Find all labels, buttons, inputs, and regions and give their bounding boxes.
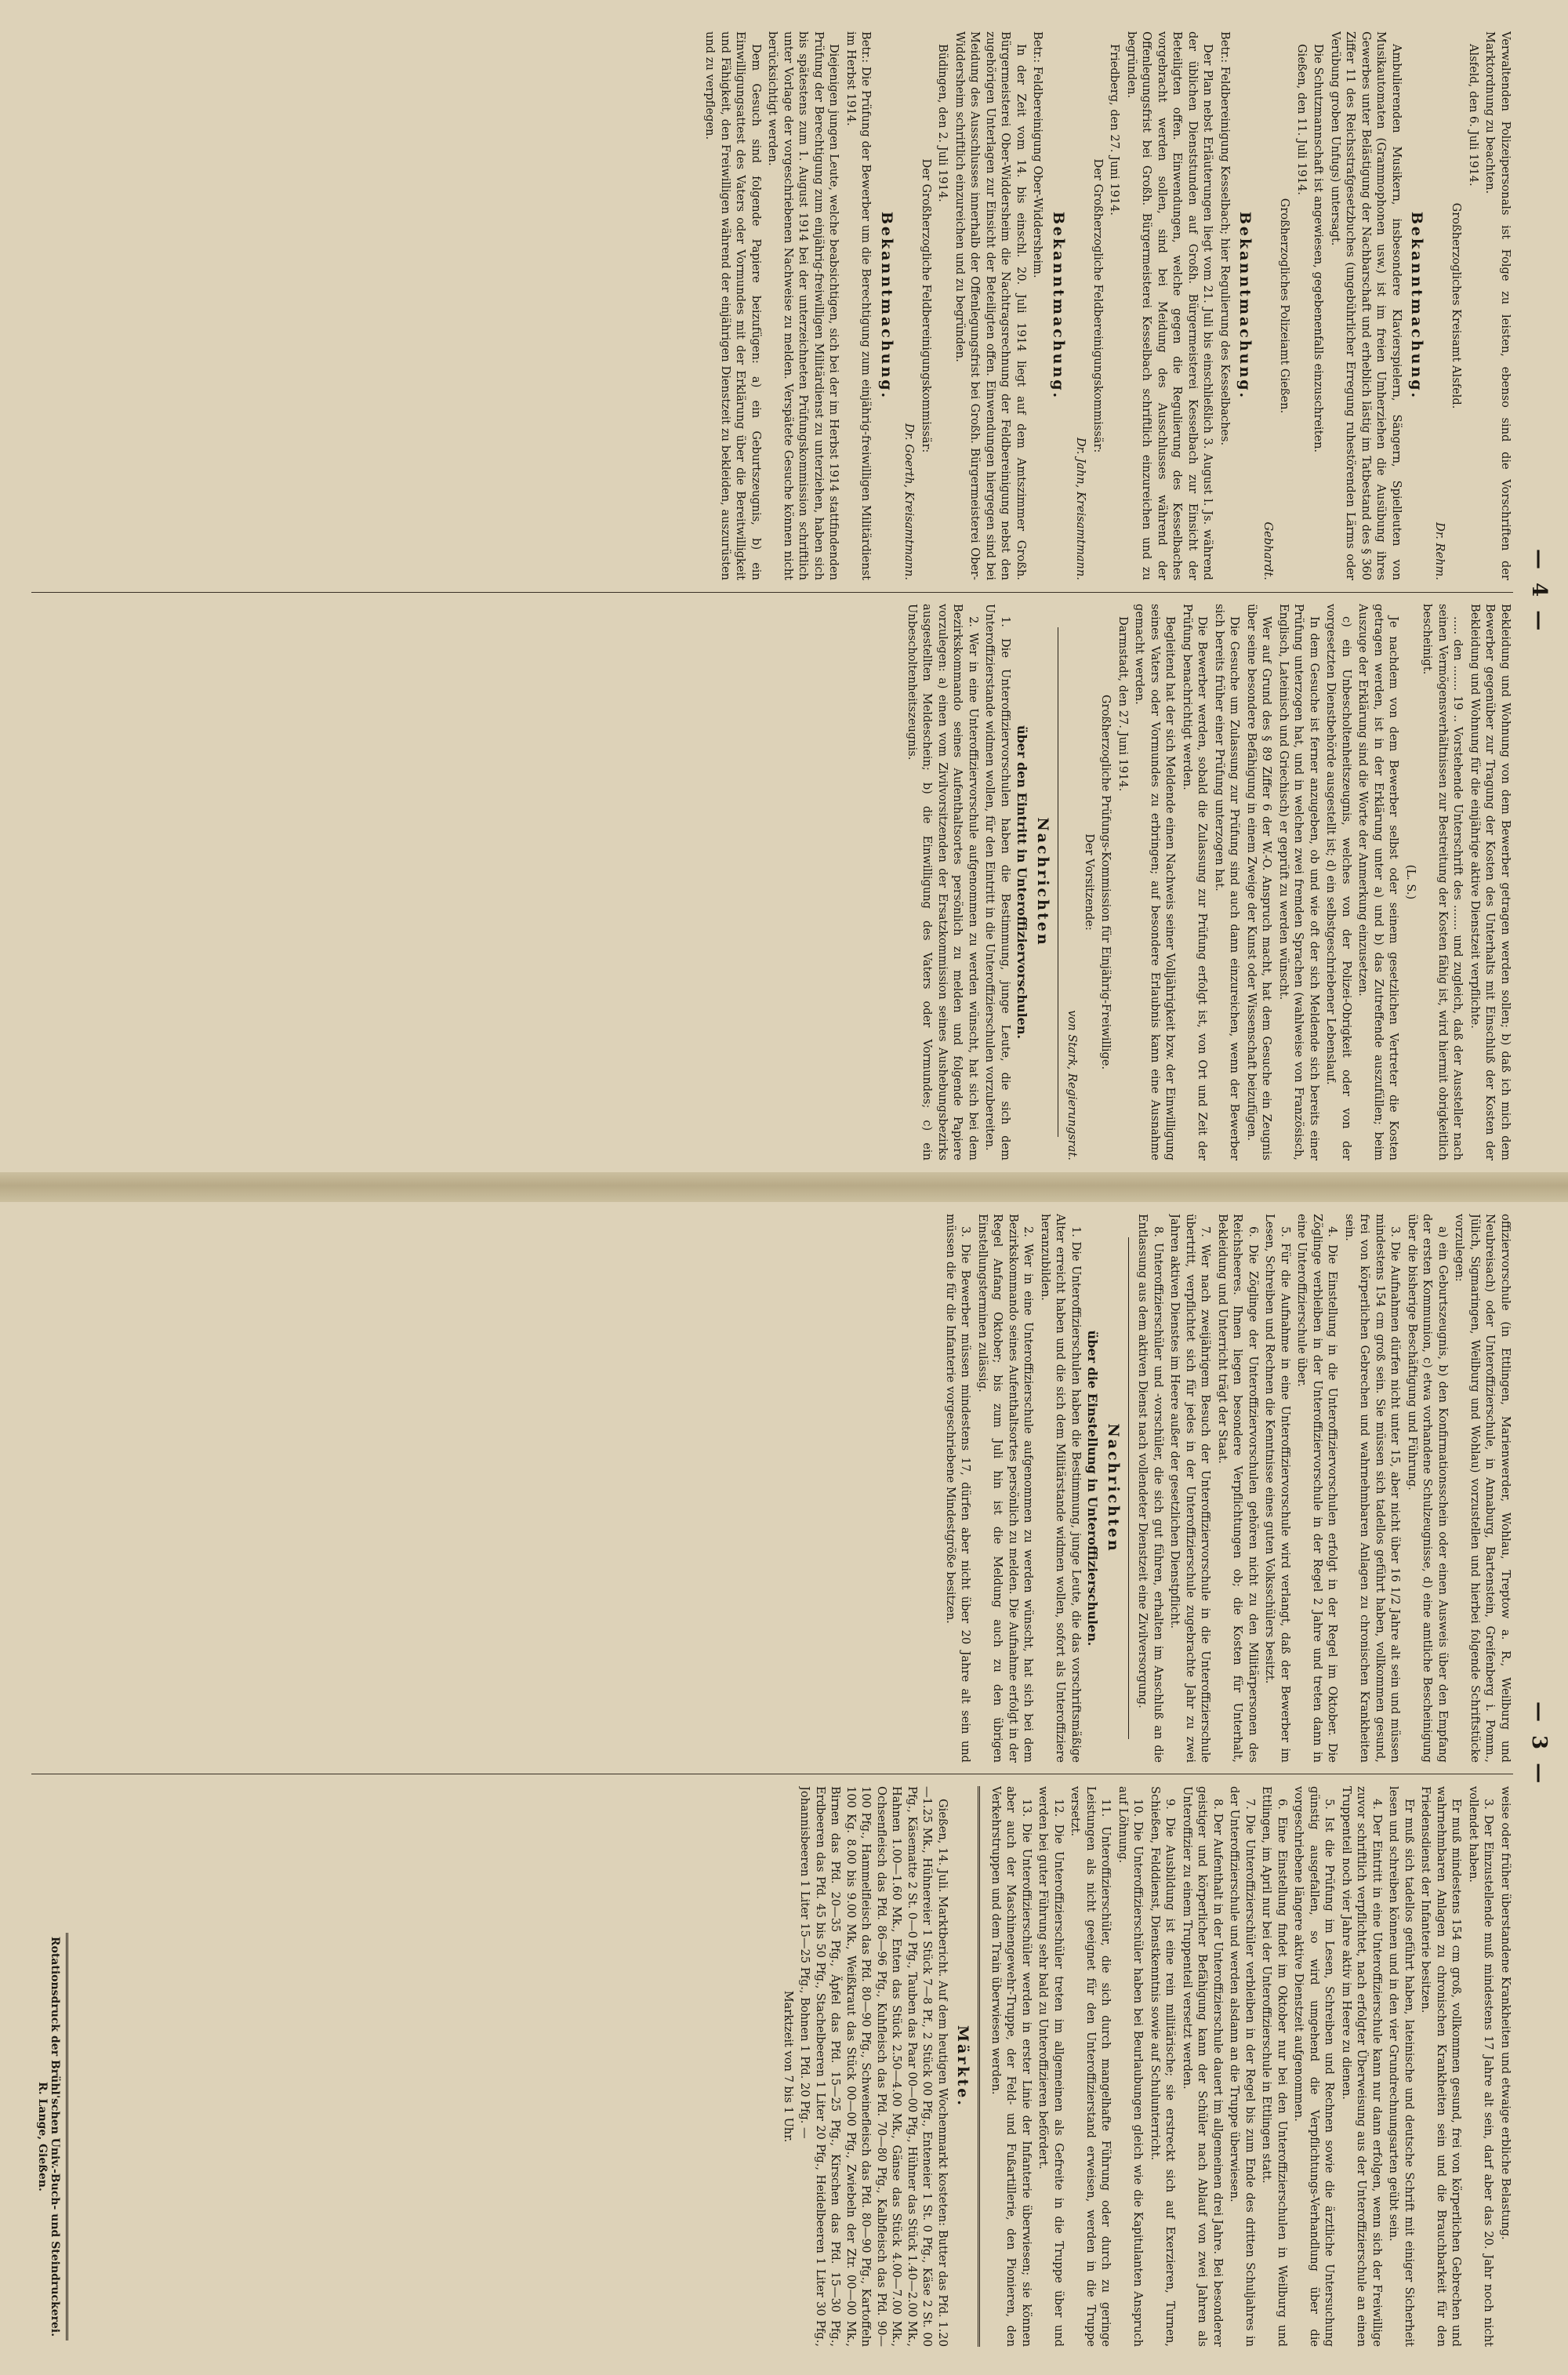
section-divider [978, 1786, 981, 2347]
heading: Nachrichten [1105, 1423, 1122, 1553]
notice-body: 13. Die Unteroffizierschüler werden in erster Linie der Infanterie überwiesen; sie können aber auch der Maschinengewehr-Truppe, der Feld- und Fußartillerie, den Pionieren, den Verkehrstruppen und dem Train überwiesen werden. [989, 1786, 1033, 2347]
office-name: Großherzogliches Polizeiamt Gießen. [1278, 198, 1292, 414]
notice-body: 4. Der Eintritt in eine Unteroffizierschule kann nur dann erfolgen, wenn sich der Freiwillige zuvor schriftlich verpflichtet, nach erfolgter Überweisung aus der Unteroffizierschule an einen Truppenteil noch vier Jahre aktiv im Heere zu dienen. [1340, 1786, 1384, 2347]
notice-body: Der Plan nebst Erläuterungen liegt vom 21. Juli bis einschließlich 3. August l. Js. während der üblichen Dienststunden auf Großh. Bürgermeisterei Kesselbach zur Einsicht der Beteiligten offen. Einwendungen, welche gegen die Regulierung des Kesselbaches vorgebracht werden sollen, sind bei Meidung des Ausschlusses während der Offenlegungsfrist bei Großh. Bürgermeisterei Kesselbach schriftlich einzureichen und zu begründen. [1125, 31, 1215, 580]
notice-body: Die Schutzmannschaft ist angewiesen, gegebenenfalls einzuschreiten. [1312, 44, 1326, 453]
notice-body: 2. Wer in eine Unteroffizierschule aufgenommen zu werden wünscht, hat sich bei dem Bezirkskommando seines Aufenthaltsortes persönlich zu melden. Die Aufnahme erfolgt in der Regel Anfang Oktober; bis zum Juli hin ist die Meldung auch zu den übrigen Einstellungsterminen zulässig. [976, 1214, 1036, 1763]
notice-body: 8. Unteroffizierschüler und -vorschüler, die sich gut führen, erhalten im Anschluß an die Entlassung aus dem aktiven Dienst nach vollendeter Dienstzeit eine Zivilversorgung. [1136, 1214, 1165, 1763]
notice-body: 3. Die Bewerber müssen mindestens 17, dürfen aber nicht über 20 Jahre alt sein und müssen die für die Infanterie vorgeschriebene Mindestgröße besitzen. [944, 1214, 973, 1763]
printer-imprint: Rotationsdruck der Brühl'schen Univ.-Buch- und Steindruckerei. R. Lange, Gießen. [36, 1933, 68, 2341]
office-name: Der Großherzogliche Feldbereinigungskommissär: [1091, 158, 1105, 453]
heading: Bekanntmachung. [1408, 211, 1426, 401]
notice-body: 3. Der Einzustellende muß mindestens 17 Jahre alt sein, darf aber das 20. Jahr noch nicht vollendet haben. [1467, 1786, 1496, 2347]
notice-body: 10. Die Unteroffizierschüler haben bei Beurlaubungen gleich wie die Kapitulanten Anspruch auf Löhnung. [1116, 1786, 1145, 2347]
notice-body: weise oder früher überstandene Krankheiten und etwaige erbliche Belastung. [1499, 1786, 1512, 2240]
section-divider [1128, 1237, 1129, 1739]
seal-mark: (L. S.) [1404, 864, 1417, 900]
document-list: a) ein Geburtszeugnis, b) den Konfirmationsschein oder einen Ausweis über den Empfang der ersten Kommunion, c) etwa vorhandene Schulzeugnisse, d) eine amtliche Bescheinigung über die bisherige Beschäftigung und Führung. [1406, 1214, 1450, 1763]
subheading: über den Eintritt in Unteroffiziervorschulen. [1014, 724, 1030, 1040]
heading: Märkte. [954, 2025, 972, 2108]
notice-body: In der Zeit vom 14. bis einschl. 20. Juli 1914 liegt auf dem Amtszimmer Großh. Bürgermeisterei Ober-Widdersheim die Nachtragsrechnung der Feldbereinigung nebst den zugehörigen Unterlagen zur Einsicht der Beteiligten offen. Einwendungen hiergegen sind bei Meidung des Ausschlusses innerhalb der Offenlegungsfrist bei Großh. Bürgermeisterei Ober-Widdersheim schriftlich einzureichen und zu begründen. [953, 31, 1028, 580]
notice-body: 2. Wer in eine Unteroffiziervorschule aufgenommen zu werden wünscht, hat sich bei dem Bezirkskommando seines Aufenthaltsortes persönlich zu melden und folgende Papiere vorzulegen: a) einen vom Zivilvorsitzenden der Ersatzkommission seines Aushebungsbezirks ausgestellten Meldeschein; b) die Einwilligung des Vaters oder Vormundes; c) ein Unbescholtenheitszeugnis. [906, 604, 980, 1160]
notice-body: 6. Eine Einstellung findet im Oktober nur bei den Unteroffizierschulen in Weilburg und Ettlingen, im April nur bei der Unteroffizierschule in Ettlingen statt. [1260, 1786, 1289, 2347]
notice-body: 7. Die Unteroffizierschüler verbleiben in der Regel bis zum Ende des dritten Schuljahres in der Unteroffizierschule und werden alsdann an die Truppe überwiesen. [1228, 1786, 1257, 2347]
notice-body: 3. Die Aufnahmen dürfen nicht unter 15, aber nicht über 16 1/2 Jahre alt sein und müssen mindestens 154 cm groß sein. Sie müssen sich tadellos geführt haben, vollkommen gesund, frei von körperlichen Gebrechen und wahrnehmbaren Anlagen zu chronischen Krankheiten sein. [1343, 1214, 1403, 1763]
notice-body: Ambulierenden Musikern, insbesondere Klavierspielern, Sängern, Spielleuten von Musikautomaten (Grammophonen usw.) ist im freien Umherziehen die Ausübung ihres Gewerbes unter Belästigung der Nachbarschaft und erheblich lästig im Tatbestand des § 360 Ziffer 11 des Reichsstrafgesetzbuches (ungebührlicher Erregung ruhestörenden Lärms oder Verübung groben Unfugs) untersagt. [1329, 31, 1403, 580]
signature: von Stark, Regierungsrat. [1065, 1010, 1080, 1160]
dateline: Friedberg, den 27. Juni 1914. [1108, 44, 1122, 216]
column-rule [31, 592, 1513, 593]
subheading: über die Einstellung in Unteroffizierschulen. [1085, 1330, 1101, 1647]
page-number-left: — 4 — [1527, 549, 1551, 634]
page-gutter [0, 1172, 1568, 1202]
notice-subject: Betr.: Die Prüfung der Bewerber um die Berechtigung zum einjährig-freiwilligen Militärdienst im Herbst 1914. [844, 31, 873, 580]
heading: Bekanntmachung. [1236, 211, 1254, 401]
notice-body: Die Gesuche um Zulassung zur Prüfung sind auch dann einzureichen, wenn der Bewerber sich bereits früher einer Prüfung unterzogen hat. [1213, 604, 1242, 1160]
notice-body: 12. Die Unteroffizierschüler treten im allgemeinen als Gefreite in die Truppe über und werden bei guter Führung sehr bald zu Unteroffizieren befördert. [1036, 1786, 1065, 2347]
column-1 [31, 31, 1513, 580]
office-name: Der Großherzogliche Feldbereinigungskommissär: [920, 158, 933, 453]
notice-body: Wer auf Grund des § 89 Ziffer 6 der W.-O. Anspruch macht, hat dem Gesuche ein Zeugnis über seine besondere Befähigung in einem Zweige der Kunst oder Wissenschaft beizufügen. [1245, 604, 1274, 1160]
notice-body: Er muß sich tadellos geführt haben, lateinische und deutsche Schrift mit einiger Sicherheit lesen und schreiben können und in den vier Grundrechnungsarten geübt sein. [1387, 1786, 1416, 2347]
notice-subject: Betr.: Feldbereinigung Kesselbach; hier Regulierung des Kesselbaches. [1218, 31, 1232, 446]
notice-body: 7. Wer nach zweijährigem Besuch der Unteroffiziervorschule in die Unteroffizierschule übertritt, verpflichtet sich für jedes in der Unteroffizierschule zugebrachte Jahr zu zwei Jahren aktiven Dienstes im Heere außer der gesetzlichen Dienstpflicht. [1168, 1214, 1213, 1763]
heading: Bekanntmachung. [1050, 211, 1067, 401]
column-3 [31, 1214, 1513, 1763]
page-number-right: — 3 — [1527, 1701, 1551, 1787]
signature-label: Der Vorsitzende: [1083, 833, 1096, 931]
dateline: Darmstadt, den 27. Juni 1914. [1116, 616, 1130, 792]
market-hours: Marktzeit von 7 bis 1 Uhr. [782, 1990, 795, 2143]
notice-body: 4. Die Einstellung in die Unteroffiziervorschulen erfolgt in der Regel im Oktober. Die Zöglinge verbleiben in der Unteroffiziervorschule in der Regel 2 Jahre und treten dann in eine Unteroffizierschule über. [1295, 1214, 1340, 1763]
signature: Dr. Rehm. [1433, 522, 1446, 580]
notice-body: offiziervorschule (in Ettlingen, Marienwerder, Wohlau, Treptow a. R., Weilburg und Neubreisach) oder Unteroffizierschule, in Annaburg, Bartenstein, Greifenberg i. Pomm., Jülich, Sigmaringen, Weilburg und Wohlau) vorzustellen und hierbei folgende Schriftstücke vorzulegen: [1453, 1214, 1512, 1763]
signature: Dr. Jahn, Kreisamtmann. [1074, 437, 1088, 580]
notice-body: Die Bewerber werden, sobald die Zulassung zur Prüfung erfolgt ist, von Ort und Zeit der Prüfung benachrichtigt werden. [1181, 604, 1210, 1160]
notice-body: 1. Die Unteroffiziervorschulen haben die Bestimmung, junge Leute, die sich dem Unteroffizierstande widmen wollen, für den Eintritt in die Unteroffizierschulen vorzubereiten. [983, 604, 1012, 1160]
notice-body: 8. Der Aufenthalt in der Unteroffizierschule dauert im allgemeinen drei Jahre. Bei besonderer geistiger und körperlicher Befähigung kann der Schüler nach Ablauf von zwei Jahren als Unteroffizier zu einem Truppenteil versetzt werden. [1181, 1786, 1225, 2347]
notice-body: Diejenigen jungen Leute, welche beabsichtigen, sich bei der im Herbst 1914 stattfindenden Prüfung der Berechtigung zum einjährig-freiwilligen Militärdienst zu unterziehen, haben sich bis spätestens zum 1. August 1914 bei der unterzeichneten Prüfungskommission schriftlich unter Vorlage der vorgeschriebenen Nachweise zu melden. Verspätete Gesuche können nicht berücksichtigt werden. [766, 31, 841, 580]
office-name: Großherzogliche Prüfungs-Kommission für Einjährig-Freiwillige. [1099, 694, 1113, 1070]
notice-body: Je nachdem von dem Bewerber selbst oder seinem gesetzlichen Vertreter die Kosten getragen werden, ist in der Erklärung unter a) und b) das Zutreffende auszufüllen; beim Auszuge der Erklärung sind die Worte der Anmerkung einzusetzen. [1356, 604, 1401, 1160]
notice-body: 5. Für die Aufnahme in eine Unteroffiziervorschule wird verlangt, daß der Bewerber im Lesen, Schreiben und Rechnen die Kenntnisse eines guten Volksschülers besitzt. [1263, 1214, 1292, 1763]
notice-body: 5. Ist die Prüfung im Lesen, Schreiben und Rechnen sowie die ärztliche Untersuchung günstig ausgefallen, so wird umgehend die Verpflichtungs-Verhandlung über die vorgeschriebene längere aktive Dienstzeit aufgenommen. [1292, 1786, 1337, 2347]
notice-body: 6. Die Zöglinge der Unteroffiziervorschulen gehören nicht zu den Militärpersonen des Reichsheeres. Ihnen liegen besondere Verpflichtungen ob; die Kosten für Unterhalt, Bekleidung und Unterricht trägt der Staat. [1216, 1214, 1260, 1763]
notice-body: c) ein Unbescholtenheitszeugnis, welches von der Polizei-Obrigkeit oder von der vorgesetzten Dienstbehörde ausgestellt ist; d) ein selbstgeschriebener Lebenslauf. [1324, 604, 1353, 1160]
column-4 [71, 1786, 1513, 2347]
notice-body: Er muß mindestens 154 cm groß, vollkommen gesund, frei von körperlichen Gebrechen und wahrnehmbaren Anlagen zu chronischen Krankheiten sein und die Brauchbarkeit für den Friedensdienst der Infanterie besitzen. [1419, 1786, 1464, 2347]
signature: Dr. Goerth, Kreisamtmann. [902, 423, 916, 580]
notice-body: 1. Die Unteroffizierschulen haben die Bestimmung, junge Leute, die das vorschriftsmäßige Alter erreicht haben und die sich dem Militärstande widmen wollen, sofort als Unteroffiziere heranzubilden. [1039, 1214, 1083, 1763]
market-report: Gießen, 14. Juli. Marktbericht. Auf dem heutigen Wochenmarkt kosteten: Butter das Pfd. 1.20—1.25 Mk., Hühnereier 1 Stück 7—8 Pf., 2 Stück 00 Pfg., Enteneier 1 St. 0 Pfg., Käse 2 St. 00 Pfg., Käsematte 2 St. 0—0 Pfg., Tauben das Paar 00—00 Pfg., Hühner das Stück 1.40—2.00 Mk., Hahnen 1.00—1.60 Mk., Enten das Stück 2.50—4.00 Mk., Gänse das Stück 4.00—7.00 Mk., Ochsenfleisch das Pfd. 86—96 Pfg., Kuhfleisch das Pfd. 70—80 Pfg., Kalbfleisch das Pfd. 90—100 Pfg., Hammelfleisch das Pfd. 80—90 Pfg., Schweinefleisch das Pfd. 80—90 Pfg., Kartoffeln 100 Kg. 8.00 bis 9.00 Mk., Weißkraut das Stück 00—00 Pfg., Zwiebeln der Ztr. 00—00 Mk., Birnen das Pfd. 20—35 Pfg., Äpfel das Pfd. 15—25 Pfg., Kirschen das Pfd. 15—30 Pfg., Erdbeeren das Pfd. 45 bis 50 Pfg., Stachelbeeren 1 Liter 20 Pfg., Heidelbeeren 1 Liter 30 Pfg., Johannisbeeren 1 Liter 15—25 Pfg., Bohnen 1 Pfd. 20 Pfg. — [798, 1786, 949, 2347]
notice-body: Begleitend hat der sich Meldende einen Nachweis seiner Volljährigkeit bzw. der Einwilligung seines Vaters oder Vormundes zu erbringen; auf besondere Erlaubnis kann eine Ausnahme gemacht werden. [1133, 604, 1178, 1160]
heading: Bekanntmachung. [878, 211, 895, 401]
dateline: Alsfeld, den 6. Juli 1914. [1467, 44, 1480, 187]
notice-body: Dem Gesuch sind folgende Papiere beizufügen: a) ein Geburtszeugnis, b) ein Einwilligungsattest des Vaters oder Vormundes mit der Erklärung über die Bereitwilligkeit und Fähigkeit, den Freiwilligen während der einjährigen Dienstzeit zu bekleiden, auszurüsten und zu verpflegen. [703, 31, 763, 580]
dateline: Gießen, den 11. Juli 1914. [1295, 44, 1308, 195]
column-2 [31, 604, 1513, 1160]
notice-body: 9. Die Ausbildung ist eine rein militärische; sie erstreckt sich auf Exerzieren, Turnen, Schießen, Felddienst, Dienstkenntnis sowie auf Schulunterricht. [1149, 1786, 1178, 2347]
notice-intro: Verwaltenden Polizeipersonals ist Folge zu leisten, ebenso sind die Vorschriften der Marktordnung zu beachten. [1483, 31, 1512, 580]
notice-body: In dem Gesuche ist ferner anzugeben, ob und wie oft der sich Meldende sich bereits einer Prüfung unterzogen hat, und in welchen zwei fremden Sprachen (wahlweise von Französisch, Englisch, Lateinisch und Griechisch) er geprüft zu werden wünscht. [1277, 604, 1321, 1160]
dateline: Büdingen, den 2. Juli 1914. [936, 44, 950, 202]
notice-body: 11. Unteroffizierschüler, die sich durch mangelhafte Führung oder durch zu geringe Leistungen als nicht geeignet für den Unteroffizierstand erweisen, werden in die Truppe versetzt. [1069, 1786, 1113, 2347]
heading: Nachrichten [1034, 817, 1051, 947]
office-name: Großherzogliches Kreisamt Alsfeld. [1450, 202, 1464, 409]
notice-subject: Betr.: Feldbereinigung Ober-Widdersheim. [1031, 31, 1045, 278]
form-text: ..... den ....... 19 .. Vorstehende Unterschrift des ....... und zugleich, daß der Aussteller nach seinen Vermögensverhältnissen zur Bestreitung der Kosten fähig ist, wird hiermit obrigkeitlich bescheinigt. [1421, 604, 1465, 1160]
notice-body: Bekleidung und Wohnung von dem Bewerber getragen werden sollen; b) daß ich mich dem Bewerber gegenüber zur Tragung der Kosten des Unterhalts mit Einschluß der Kosten der Bekleidung und Wohnung für die einjährige aktive Dienstzeit verpflichte. [1468, 604, 1512, 1160]
signature: Gebhardt. [1261, 521, 1275, 580]
